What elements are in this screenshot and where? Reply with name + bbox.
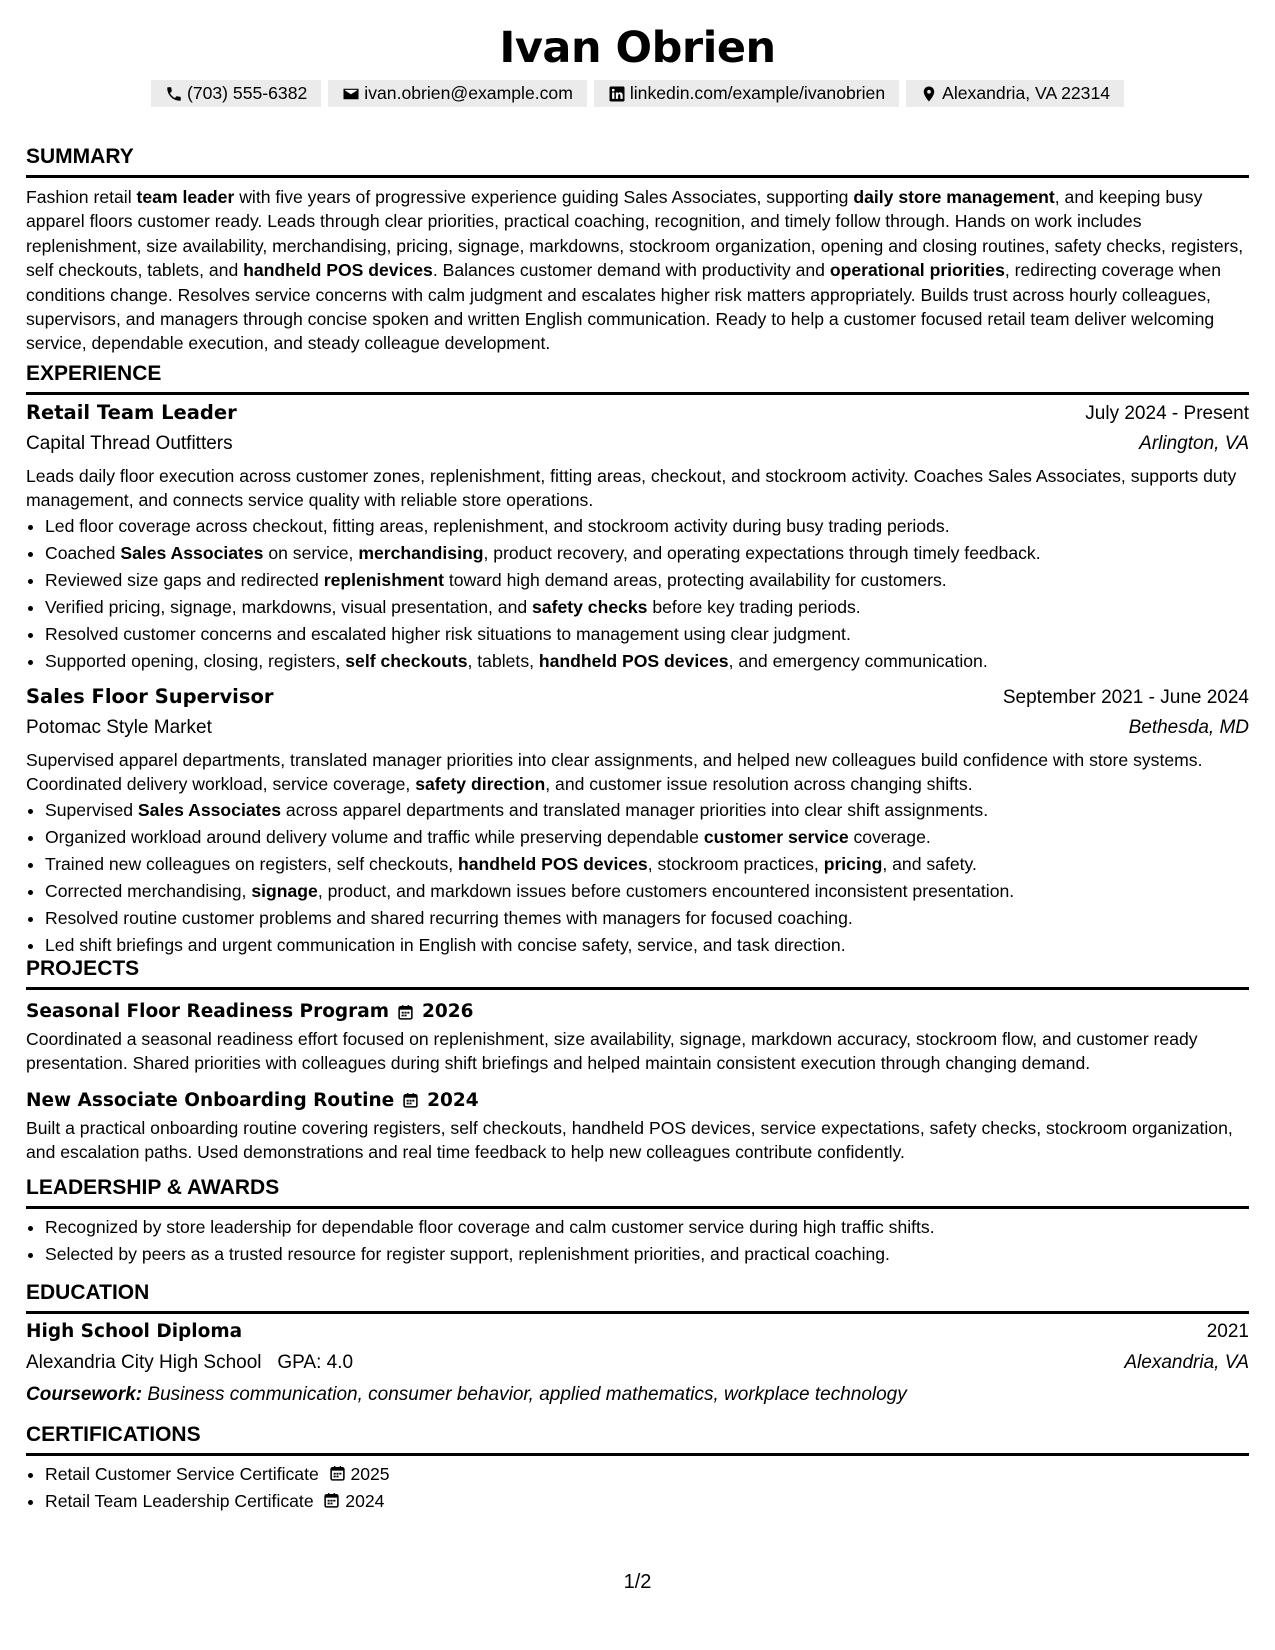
bold-text: self checkouts: [345, 650, 468, 671]
text-run: Corrected merchandising,: [45, 880, 252, 901]
text-run: Verified pricing, signage, markdowns, visual presentation, and: [45, 596, 533, 617]
education-degree: High School Diploma: [26, 1321, 243, 1342]
text-run: , tablets,: [467, 650, 539, 671]
calendar-icon: [323, 1492, 340, 1509]
certification-year: 2025: [350, 1464, 390, 1484]
experience-section: [26, 362, 1249, 959]
project-name: Seasonal Floor Readiness Program: [26, 1000, 390, 1022]
map-pin-icon: [920, 85, 938, 103]
list-item: [45, 621, 1249, 648]
project-year: 2024: [427, 1089, 479, 1111]
section-title: EDUCATION: [26, 1281, 1249, 1314]
linkedin-icon: [608, 85, 626, 103]
section-title: PROJECTS: [26, 957, 1249, 990]
text-run: across apparel departments and translated manager priorities into clear shift assignments.: [281, 799, 989, 820]
bold-text: daily store management: [853, 187, 1055, 207]
list-item: [45, 932, 1249, 959]
bold-text: Sales Associates: [137, 799, 282, 820]
text-run: before key trading periods.: [647, 596, 861, 617]
leadership-bullets: [26, 1209, 1249, 1268]
project-name: New Associate Onboarding Routine: [26, 1089, 395, 1111]
education-location: Alexandria, VA: [1124, 1352, 1249, 1373]
list-item: [45, 905, 1249, 932]
job-company: Capital Thread Outfitters: [26, 433, 233, 454]
list-item: [45, 851, 1249, 878]
coursework-text: Business communication, consumer behavior, applied mathematics, workplace technology: [147, 1384, 907, 1405]
text-run: Trained new colleagues on registers, self checkouts,: [45, 853, 459, 874]
bold-text: safety direction: [415, 774, 546, 795]
job-location: Bethesda, MD: [1128, 716, 1249, 738]
text-run: on service,: [263, 542, 359, 563]
calendar-icon: [329, 1465, 346, 1482]
text-run: Supervised: [45, 799, 138, 820]
certification-item: [45, 1488, 1249, 1515]
job-dates: July 2024 - Present: [1085, 403, 1249, 424]
certification-item: [45, 1461, 1249, 1488]
phone-icon: [165, 85, 183, 103]
project-description: Coordinated a seasonal readiness effort focused on replenishment, size availability, signage, markdown accuracy, stockroom flow, and customer ready presentation. Shared priorities with colleagues during shift briefings and helped maintain consistent execution through changing demand.: [26, 1029, 1198, 1074]
contact-bar: [26, 80, 1249, 107]
text-run: Leads daily floor execution across customer zones, replenishment, fitting areas, checkout, and stockroom activity. Coaches Sales Associates, supports duty management, and connects service quality with reliable store operations.: [26, 466, 1237, 511]
text-run: , stockroom practices,: [647, 853, 824, 874]
project-entry: [26, 990, 1249, 1076]
list-item: [45, 567, 1249, 594]
calendar-icon: [402, 1092, 419, 1109]
bold-text: customer service: [703, 826, 849, 847]
projects-section: [26, 957, 1249, 1165]
text-run: , product recovery, and operating expectations through timely feedback.: [483, 542, 1041, 563]
education-year: 2021: [1206, 1321, 1249, 1342]
bold-text: merchandising: [358, 542, 484, 563]
certification-name: Retail Team Leadership Certificate: [45, 1491, 314, 1511]
job-entry: [26, 675, 1249, 959]
contact-linkedin[interactable]: [594, 80, 899, 107]
section-title: EXPERIENCE: [26, 362, 1249, 395]
list-item: [45, 824, 1249, 851]
text-run: with five years of progressive experience guiding Sales Associates, supporting: [234, 187, 854, 207]
section-title: CERTIFICATIONS: [26, 1423, 1249, 1456]
job-description: [26, 748, 1249, 797]
text-run: Resolved routine customer problems and shared recurring themes with managers for focused coaching.: [45, 907, 853, 928]
job-bullets: [26, 797, 1249, 959]
education-school-line: [26, 1351, 353, 1375]
text-run: Led shift briefings and urgent communication in English with concise safety, service, and task direction.: [45, 934, 846, 955]
bold-text: handheld POS devices: [458, 853, 648, 874]
phone-text: (703) 555-6382: [186, 83, 308, 103]
certifications-section: [26, 1423, 1249, 1515]
job-role: Sales Floor Supervisor: [26, 684, 274, 708]
text-run: Led floor coverage across checkout, fitting areas, replenishment, and stockroom activity during busy trading periods.: [45, 515, 950, 536]
list-item: [45, 648, 1249, 675]
text-run: , product, and markdown issues before customers encountered inconsistent presentation.: [317, 880, 1015, 901]
text-run: Supported opening, closing, registers,: [45, 650, 346, 671]
page-indicator: 1/2: [623, 1571, 652, 1593]
coursework-label: Coursework:: [26, 1384, 143, 1405]
contact-phone[interactable]: [151, 80, 321, 107]
text-run: , and emergency communication.: [728, 650, 988, 671]
location-text: Alexandria, VA 22314: [942, 83, 1111, 103]
bold-text: handheld POS devices: [243, 260, 433, 281]
linkedin-text: linkedin.com/example/ivanobrien: [629, 83, 886, 103]
project-description: Built a practical onboarding routine covering registers, self checkouts, handheld POS devices, service expectations, safety checks, stockroom organization, and escalation paths. Used demonstrations and real time feedback to help new colleagues contribute confidently.: [26, 1117, 1233, 1163]
job-bullets: [26, 513, 1249, 675]
text-run: . Balances customer demand with productivity and: [432, 260, 830, 281]
certification-list: [26, 1456, 1249, 1515]
text-run: , and safety.: [882, 853, 977, 874]
project-entry: [26, 1076, 1249, 1165]
text-run: Coached: [45, 542, 121, 563]
education-section: [26, 1281, 1249, 1409]
contact-location: [906, 80, 1124, 107]
education-gpa: GPA: 4.0: [277, 1352, 354, 1373]
candidate-name: Ivan Obrien: [499, 23, 776, 73]
text-run: Fashion retail: [26, 187, 137, 207]
certification-year: 2024: [345, 1491, 385, 1511]
bold-text: pricing: [823, 853, 883, 874]
bold-text: team leader: [136, 187, 235, 207]
leadership-section: [26, 1176, 1249, 1268]
summary-text: [26, 178, 1249, 356]
bold-text: Sales Associates: [120, 542, 264, 563]
job-role: Retail Team Leader: [26, 401, 237, 424]
text-run: , and customer issue resolution across changing shifts.: [545, 774, 973, 795]
list-item: [45, 594, 1249, 621]
bold-text: handheld POS devices: [538, 650, 729, 671]
list-item: • Recognized by store leadership for dependable floor coverage and calm customer service during high traffic shifts.: [45, 1214, 1249, 1241]
contact-email[interactable]: [328, 80, 587, 107]
text-run: , and keeping busy apparel floors customer ready. Leads through clear priorities, practical coaching, recognition, and timely follow through. Hands on work includes replenishment, size availability, merchandising, pricing, signage, markdowns, stockroom organization, opening and closing routines, safety checks, registers, self checkouts, tablets, and: [26, 187, 1244, 281]
list-item: [45, 513, 1249, 540]
text-run: coverage.: [848, 826, 931, 847]
education-school: Alexandria City High School: [26, 1352, 262, 1373]
section-title: LEADERSHIP & AWARDS: [26, 1176, 1249, 1209]
coursework-line: [26, 1381, 1249, 1409]
project-year: 2026: [422, 1000, 474, 1022]
section-title: SUMMARY: [26, 145, 1249, 178]
job-entry: [26, 395, 1249, 675]
certification-name: Retail Customer Service Certificate: [45, 1464, 319, 1484]
list-item: [45, 540, 1249, 567]
email-text: ivan.obrien@example.com: [364, 83, 573, 103]
list-item: [45, 797, 1249, 824]
calendar-icon: [397, 1004, 414, 1021]
bold-text: replenishment: [323, 569, 444, 590]
text-run: Reviewed size gaps and redirected: [45, 569, 324, 590]
text-run: Resolved customer concerns and escalated higher risk situations to management using clear judgment.: [45, 623, 851, 644]
text-run: , redirecting coverage when conditions change. Resolves service concerns with calm judgment and escalates higher risk matters appropriately. Builds trust across hourly colleagues, supervisors, and managers through concise spoken and written English communication. Ready to help a customer focused retail team deliver welcoming service, dependable execution, and steady colleague development.: [26, 260, 1221, 354]
bold-text: signage: [251, 880, 318, 901]
text-run: toward high demand areas, protecting availability for customers.: [444, 569, 947, 590]
list-item: • Selected by peers as a trusted resource for register support, replenishment priorities, and practical coaching.: [45, 1241, 1249, 1268]
job-description: [26, 464, 1249, 513]
education-entry: [26, 1314, 1249, 1409]
mail-icon: [342, 85, 360, 103]
summary-section: [26, 145, 1249, 356]
text-run: Organized workload around delivery volume and traffic while preserving dependable: [45, 826, 704, 847]
job-location: Arlington, VA: [1139, 433, 1249, 454]
text-run: Supervised apparel departments, translated manager priorities into clear assignments, and helped new colleagues build confidence with store systems. Coordinated delivery workload, service coverage,: [26, 749, 1203, 795]
list-item: [45, 878, 1249, 905]
job-company: Potomac Style Market: [26, 716, 212, 738]
bold-text: safety checks: [532, 596, 648, 617]
job-dates: September 2021 - June 2024: [1002, 686, 1249, 708]
bold-text: operational priorities: [829, 260, 1005, 281]
